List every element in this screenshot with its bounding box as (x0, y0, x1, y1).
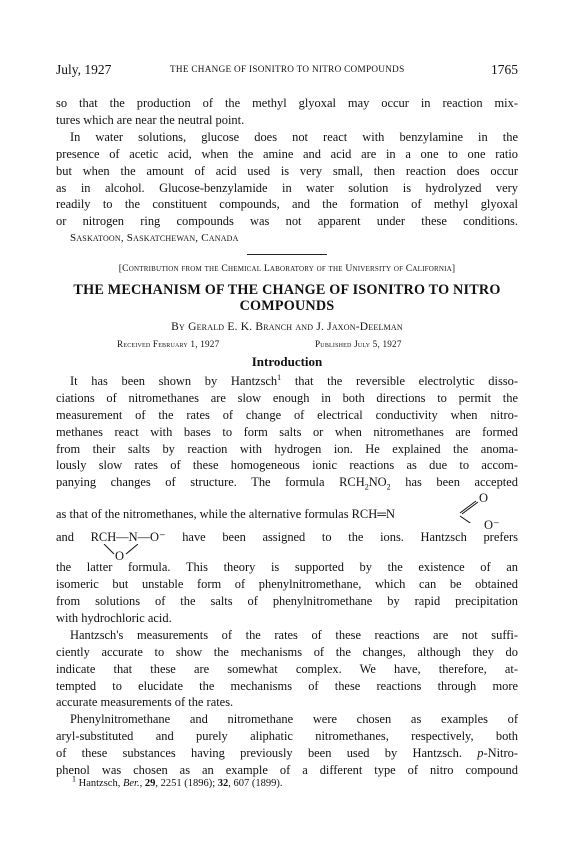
text-fragment: panying changes of structure. The formula RCH (56, 475, 365, 490)
footnote-volume: 32 (217, 778, 229, 789)
svg-text:O: O (479, 491, 489, 506)
text-line: with hydrochloric acid. (56, 610, 172, 625)
text-fragment: -Nitro- (483, 746, 518, 761)
article-title-line-1: THE MECHANISM OF THE CHANGE OF ISONITRO TO NITRO (73, 282, 501, 299)
text-line: presence of acetic acid, when the amine and acid are in a one to one ratio (56, 146, 518, 161)
formula-2-text: and RCH—N—O⁻ have been assigned to the ions. Hantzsch prefers (56, 530, 518, 545)
prev-article-paragraph-1 (56, 95, 518, 129)
article-title-line-2: COMPOUNDS (239, 298, 335, 315)
text-line: tures which are near the neutral point. (56, 112, 245, 127)
footnote-ref: , 2251 (1896); (155, 778, 218, 789)
intro-paragraph-2 (56, 627, 518, 712)
header-title: THE CHANGE OF ISONITRO TO NITRO COMPOUNDS (170, 64, 405, 74)
text-line: phenol was chosen as an example of a different type of nitro compound (56, 763, 518, 778)
article-dates (56, 336, 518, 350)
received-date: Received February 1, 1927 (117, 338, 220, 349)
text-fragment: p (477, 746, 484, 761)
page-number: 1765 (491, 62, 518, 77)
article-title (56, 282, 518, 314)
text-line (56, 373, 518, 390)
contribution-line: [Contribution from the Chemical Laboratory of the University of California] (118, 263, 456, 275)
text-line: In water solutions, glucose does not react with benzylamine in the (70, 129, 518, 144)
text-line: Phenylnitromethane and nitromethane were chosen as examples of (70, 712, 518, 727)
running-header (56, 62, 518, 78)
text-line: Hantzsch's measurements of the rates of these reactions are not suffi- (70, 627, 518, 642)
text-line: panying changes of structure. The formula $RCH_2NO_2$ has been accepted (56, 475, 518, 492)
footnote-author: Hantzsch, (78, 778, 123, 789)
footnote-volume: 29 (144, 778, 156, 789)
text-line: the latter formula. This theory is supported by the existence of an (56, 560, 518, 575)
text-line: or nitrogen ring compounds was not apparent under these conditions. (56, 214, 518, 229)
footnote-ref: , 607 (1899). (228, 778, 283, 789)
footnote-ref: 1 (277, 372, 282, 382)
intro-paragraph-1 (56, 373, 518, 491)
formula-line-1 (56, 491, 518, 533)
text-line: accurate measurements of the rates. (56, 695, 234, 710)
formula-intro-text: as that of the nitromethanes, while the alternative formulas RCH═N (56, 507, 396, 522)
footnote (72, 774, 283, 789)
article-authors: By Gerald E. K. Branch and J. Jaxon-Deelman (171, 321, 403, 334)
formula-line-2 (56, 529, 518, 563)
text-line: indicate that these are somewhat complex. We have, therefore, at- (56, 661, 518, 676)
intro-paragraph-1-cont (56, 559, 518, 627)
text-line: ciations of nitromethanes are slow enough in both directions to permit the (56, 390, 518, 405)
text-line: lously slow rates of these homogeneous ionic reactions as due to accom- (56, 458, 518, 473)
text-line: measurement of the rates of change of electrical conductivity when nitro- (56, 407, 518, 422)
text-line: but when the amount of acid used is very small, then reaction does occur (56, 163, 518, 178)
text-line (56, 745, 518, 762)
text-line: tempted to elucidate the mechanisms of these reactions through more (56, 678, 518, 693)
prev-article-paragraph-2 (56, 129, 518, 230)
separator-rule (247, 254, 327, 255)
text-line: aryl-substituted and purely aliphatic nitromethanes, respectively, both (56, 729, 518, 744)
text-line: from solutions of the salts of phenylnitromethane by rapid precipitation (56, 594, 518, 609)
text-line: so that the production of the methyl glyoxal may occur in reaction mix- (56, 96, 518, 110)
ring-formula-bonds (102, 544, 162, 562)
text-line: isomeric but unstable form of phenylnitromethane, which can be obtained (56, 577, 518, 592)
text-fragment: It has been shown by Hantzsch (70, 373, 278, 388)
text-line: as in alcohol. Glucose-benzylamide in water solution is hydrolyzed very (56, 180, 518, 195)
section-heading: Introduction (251, 353, 323, 369)
text-fragment: of these substances having previously been used by Hantzsch. (56, 746, 462, 761)
footnote-journal: Ber., (122, 778, 143, 789)
text-fragment: that the reversible electrolytic disso- (281, 373, 518, 388)
text-line: from their salts by reaction with hydrogen ion. He explained the anoma- (56, 441, 518, 456)
intro-paragraph-3 (56, 711, 518, 779)
header-date: July, 1927 (56, 62, 112, 77)
svg-text:O: O (115, 549, 125, 563)
formula-o-minus: O⁻ (484, 518, 500, 533)
published-date: Published July 5, 1927 (315, 338, 402, 349)
text-fragment: has been accepted (390, 475, 518, 490)
text-line: ciently accurate to show the mechanisms of the changes, although they do (56, 644, 518, 659)
footnote-mark: 1 (72, 774, 76, 784)
prev-article-affiliation: Saskatoon, Saskatchewan, Canada (70, 232, 239, 245)
text-line: methanes react with bases to form salts or when nitromethanes are formed (56, 424, 518, 439)
text-line: readily to the constituent compounds, and the formation of methyl glyoxal (56, 197, 518, 212)
page-body (56, 95, 518, 779)
